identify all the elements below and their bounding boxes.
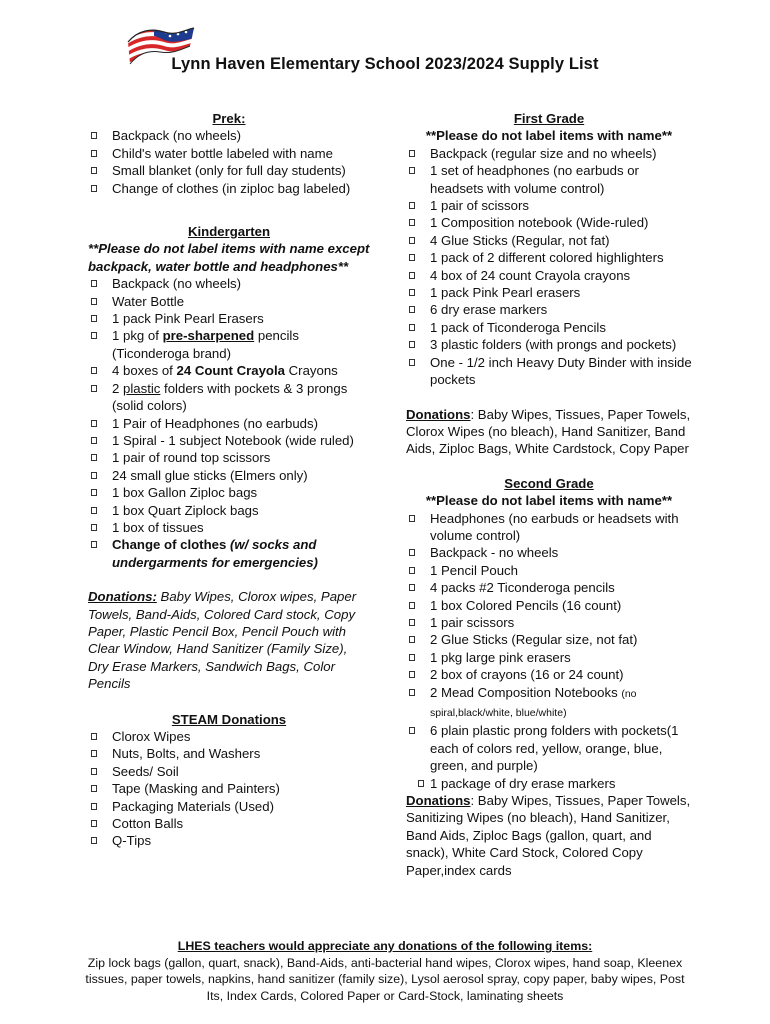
list-item [88,832,370,849]
checkbox-icon [409,671,415,678]
checkbox-icon [409,636,415,643]
checkbox-icon [91,437,97,444]
item-text: Packaging Materials (Used) [112,798,274,814]
list-item [406,597,692,614]
item-text: 24 small glue sticks (Elmers only) [112,467,308,483]
item-text: 6 dry erase markers [430,302,548,318]
checkbox-icon [409,727,415,734]
list-item [88,275,370,292]
item-text: 2 Glue Sticks (Regular size, not fat) [430,632,638,648]
item-text: 1 pack Pink Pearl Erasers [112,311,264,327]
list-item [406,722,692,774]
checkbox-icon [91,420,97,427]
checkbox-icon [409,272,415,279]
kindergarten-heading: Kindergarten [187,224,271,240]
first-grade-list [406,145,692,389]
list-item [406,319,692,336]
item-text: 1 Pair of Headphones (no earbuds) [112,415,319,431]
donations-text: : Baby Wipes, Tissues, Paper Towels, Sanitizing Wipes (no bleach), Hand Sanitizer, Band Aids, Ziploc Bags (gallon, quart, and snack), White Card Stock, Colored Copy Paper,index cards [406,793,691,878]
list-item [406,301,692,318]
checkbox-icon [91,167,97,174]
list-item [88,293,370,310]
item-text: Headphones (no earbuds or headsets with volume control) [430,510,679,543]
list-item [406,649,692,666]
first-grade-donations [406,406,692,458]
donations-label: Donations [406,406,471,422]
item-note: (no spiral,black/white, blue/white) [430,687,637,719]
item-emphasis: 24 Count Crayola [176,363,285,379]
footer [80,938,690,1004]
checkbox-icon [91,454,97,461]
checkbox-icon [91,820,97,827]
checkbox-icon [91,541,97,548]
list-item [88,310,370,327]
checkbox-icon [409,341,415,348]
checkbox-icon [91,489,97,496]
checkbox-icon [91,733,97,740]
item-text: 4 Glue Sticks (Regular, not fat) [430,232,610,248]
list-item [406,614,692,631]
list-item [406,562,692,579]
list-item [406,354,692,389]
list-item [88,449,370,466]
checkbox-icon [409,254,415,261]
right-column [406,110,692,879]
kindergarten-list [88,275,370,571]
checkbox-icon [91,185,97,192]
item-text: 3 plastic folders (with prongs and pockets) [430,337,677,353]
footer-title: LHES teachers would appreciate any donations of the following items: [177,939,593,953]
item-text: 1 pack of 2 different colored highlighters [430,250,664,266]
item-text: Backpack (no wheels) [112,276,242,292]
item-text: 1 pkg large pink erasers [430,649,571,665]
prek-heading: Prek: [212,111,246,126]
list-item [406,336,692,353]
item-text: 1 package of dry erase markers [430,775,616,791]
steam-heading: STEAM Donations [171,711,287,727]
item-text: Water Bottle [112,293,185,309]
list-item [88,180,370,197]
list-item [88,780,370,797]
list-item [406,510,692,545]
item-emphasis: pre-sharpened [162,328,255,344]
item-text: Clorox Wipes [112,729,191,744]
second-grade-note: **Please do not label items with name** [425,493,673,509]
checkbox-icon [409,306,415,313]
checkbox-icon [91,280,97,287]
item-text: 2 Mead Composition Notebooks [430,684,622,700]
item-text: 1 box Quart Ziplock bags [112,502,259,518]
item-text: 1 box Gallon Ziploc bags [112,485,258,501]
first-grade-note: **Please do not label items with name** [425,128,673,144]
checkbox-icon [409,289,415,296]
list-item [88,745,370,762]
item-text: One - 1/2 inch Heavy Duty Binder with inside pockets [430,354,692,388]
list-item [406,579,692,596]
checkbox-icon [409,619,415,626]
donations-text: : Baby Wipes, Tissues, Paper Towels, Clorox Wipes (no bleach), Hand Sanitizer, Band Aids, Ziploc Bags, White Cardstock, Copy Paper [406,406,691,457]
list-item [406,162,692,197]
checkbox-icon [409,689,415,696]
left-column [88,110,370,850]
list-item [88,432,370,449]
checkbox-icon [418,780,424,787]
list-item [88,380,370,415]
second-grade-list [406,510,692,793]
list-item [406,249,692,266]
checkbox-icon [91,332,97,339]
checkbox-icon [91,367,97,374]
checkbox-icon [409,602,415,609]
item-text: 1 set of headphones (no earbuds or headsets with volume control) [430,163,639,196]
item-text: Q-Tips [112,833,152,849]
list-item [406,232,692,249]
kindergarten-note: **Please do not label items with name except backpack, water bottle and headphones** [88,241,370,274]
item-text: 1 pair of round top scissors [112,450,271,466]
item-text: Cotton Balls [112,816,184,832]
checkbox-icon [91,385,97,392]
checkbox-icon [91,837,97,844]
list-item [88,536,370,571]
checkbox-icon [409,237,415,244]
item-text: folders with pockets & 3 prongs (solid colors) [112,380,348,414]
item-text: Crayons [284,363,338,379]
second-grade-heading: Second Grade [504,475,594,491]
checkbox-icon [91,150,97,157]
list-item [88,519,370,536]
checkbox-icon [409,167,415,174]
list-item [406,666,692,683]
list-item [88,362,370,379]
page-title: Lynn Haven Elementary School 2023/2024 Supply List [171,55,599,73]
prek-list [88,127,370,197]
list-item [406,145,692,162]
list-item [88,127,370,144]
footer-text: Zip lock bags (gallon, quart, snack), Band-Aids, anti-bacterial hand wipes, Clorox wipes, hand soap, Kleenex tissues, paper towels, napkins, hand sanitizer (family size), Lysol aerosol spray, copy paper, baby wipes, Post Its, Index Cards, Colored Paper or Card-Stock, laminating sheets [85,955,685,1003]
list-item [406,197,692,214]
steam-list [88,728,370,850]
donations-label: Donations: [88,589,157,605]
checkbox-icon [91,472,97,479]
list-item [88,145,370,162]
second-grade-donations [406,792,692,879]
checkbox-icon [409,219,415,226]
checkbox-icon [409,359,415,366]
list-item [88,763,370,780]
item-text: Child's water bottle labeled with name [112,145,333,161]
first-grade-heading: First Grade [513,111,585,126]
checkbox-icon [91,132,97,139]
checkbox-icon [91,315,97,322]
item-text: 1 pack of Ticonderoga Pencils [430,319,606,335]
item-text: pencils (Ticonderoga brand) [112,328,299,361]
item-text: Nuts, Bolts, and Washers [112,746,261,762]
item-text: 1 box of tissues [112,519,204,535]
list-item [88,467,370,484]
item-text: Tape (Masking and Painters) [112,781,280,797]
item-text: 1 pair of scissors [430,198,529,214]
checkbox-icon [409,515,415,522]
item-text: 1 Spiral - 1 subject Notebook (wide ruled) [112,432,354,448]
list-item [406,684,692,723]
list-item [88,162,370,179]
item-text: Backpack - no wheels [430,545,559,561]
item-text: 2 [112,380,123,396]
list-item [88,415,370,432]
item-emphasis: plastic [123,380,161,396]
list-item [406,775,692,792]
item-text: 2 box of crayons (16 or 24 count) [430,667,624,683]
list-item [88,502,370,519]
list-item [406,284,692,301]
item-text: 6 plain plastic prong folders with pockets(1 each of colors red, yellow, orange, blue, green, and purple) [430,723,679,774]
list-item [406,214,692,231]
item-text: Seeds/ Soil [112,763,179,779]
checkbox-icon [91,803,97,810]
checkbox-icon [409,324,415,331]
list-item [88,484,370,501]
checkbox-icon [91,298,97,305]
item-text: 1 pack Pink Pearl erasers [430,285,581,301]
item-text: Backpack (regular size and no wheels) [430,145,657,161]
list-item [88,798,370,815]
checkbox-icon [91,768,97,775]
checkbox-icon [91,785,97,792]
kindergarten-donations [88,588,370,692]
list-item [406,267,692,284]
item-text: 1 Pencil Pouch [430,562,518,578]
checkbox-icon [91,750,97,757]
item-text: Small blanket (only for full day students) [112,163,346,179]
item-emphasis: Change of clothes [112,537,230,553]
item-emphasis: (w/ socks and undergarments for emergencies) [112,537,318,570]
donations-text: Baby Wipes, Clorox wipes, Paper Towels, Band-Aids, Colored Card stock, Copy Paper, Plastic Pencil Box, Pencil Pouch with Clear Window, Hand Sanitizer (Family Size), Dry Erase Markers, Sandwich Bags, Color Pencils [88,589,357,692]
item-text: 1 Composition notebook (Wide-ruled) [430,215,649,231]
donations-label: Donations [406,793,471,809]
checkbox-icon [409,654,415,661]
checkbox-icon [409,584,415,591]
list-item [88,815,370,832]
checkbox-icon [409,202,415,209]
checkbox-icon [409,150,415,157]
checkbox-icon [409,567,415,574]
list-item [406,631,692,648]
item-text: 4 boxes of [112,363,177,379]
list-item [88,728,370,745]
item-text: Change of clothes (in ziploc bag labeled) [112,180,351,196]
checkbox-icon [91,507,97,514]
item-text: 4 box of 24 count Crayola crayons [430,267,631,283]
item-text: 1 pair scissors [430,614,515,630]
item-text: 4 packs #2 Ticonderoga pencils [430,580,615,596]
item-text: 1 box Colored Pencils (16 count) [430,597,622,613]
item-text: 1 pkg of [112,328,163,344]
item-text: Backpack (no wheels) [112,128,242,144]
checkbox-icon [91,524,97,531]
checkbox-icon [409,549,415,556]
list-item [406,544,692,561]
list-item [88,327,370,362]
